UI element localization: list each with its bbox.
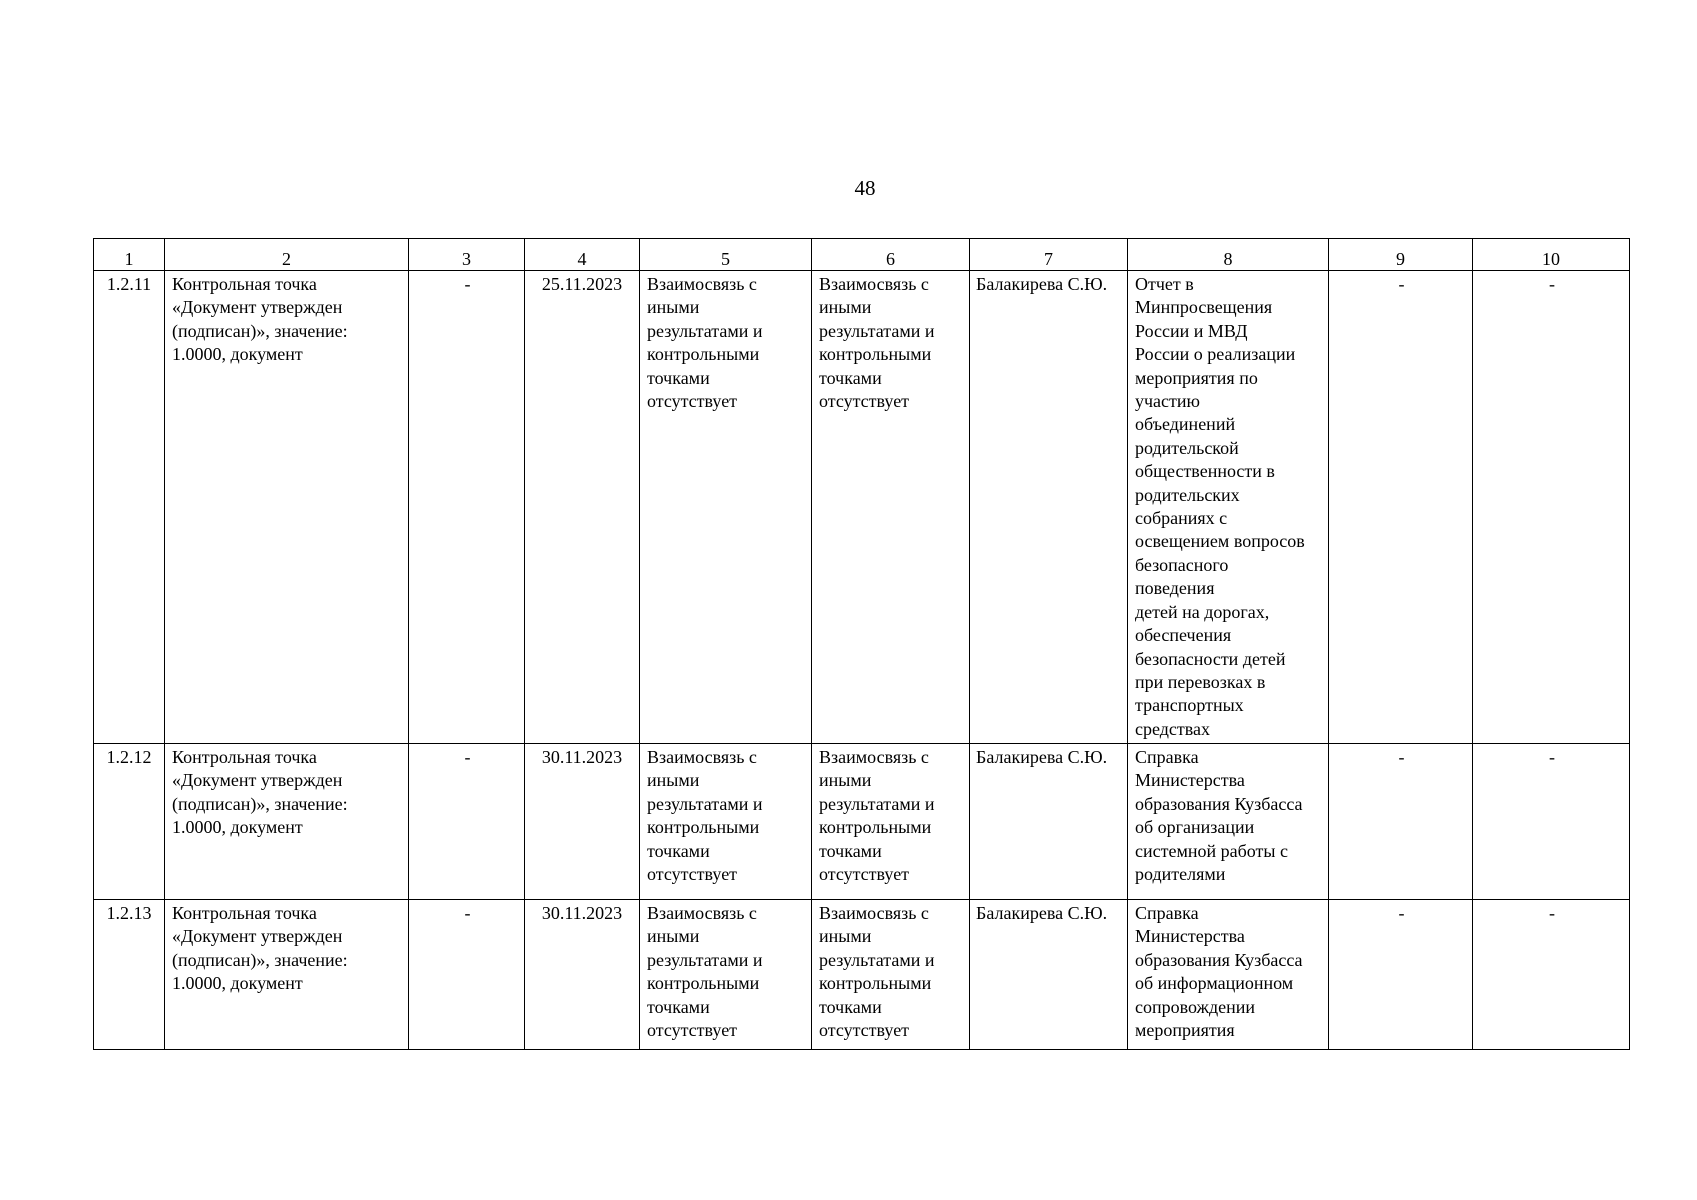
relation-cell: Взаимосвязь с иными результатами и контрольными точками отсутствует <box>812 744 970 900</box>
relation-cell: Взаимосвязь с иными результатами и контрольными точками отсутствует <box>640 271 812 744</box>
column-9-cell: - <box>1329 744 1473 900</box>
column-header: 2 <box>165 239 409 271</box>
control-points-table <box>93 238 1630 1050</box>
column-header: 9 <box>1329 239 1473 271</box>
column-9-cell: - <box>1329 900 1473 1050</box>
relation-cell: Взаимосвязь с иными результатами и контрольными точками отсутствует <box>640 744 812 900</box>
control-point-name-cell: Контрольная точка «Документ утвержден (подписан)», значение: 1.0000, документ <box>165 744 409 900</box>
page-number: 48 <box>854 176 876 200</box>
date-cell: 30.11.2023 <box>525 900 640 1050</box>
row-number-cell: 1.2.11 <box>94 271 165 744</box>
column-header: 5 <box>640 239 812 271</box>
control-point-name-cell: Контрольная точка «Документ утвержден (подписан)», значение: 1.0000, документ <box>165 900 409 1050</box>
date-cell: 25.11.2023 <box>525 271 640 744</box>
responsible-cell: Балакирева С.Ю. <box>970 900 1128 1050</box>
table-row <box>94 900 1630 1050</box>
column-header: 4 <box>525 239 640 271</box>
relation-cell: Взаимосвязь с иными результатами и контрольными точками отсутствует <box>812 900 970 1050</box>
column-header: 1 <box>94 239 165 271</box>
relation-cell: Взаимосвязь с иными результатами и контрольными точками отсутствует <box>640 900 812 1050</box>
column-header: 3 <box>409 239 525 271</box>
column-10-cell: - <box>1473 271 1630 744</box>
column-10-cell: - <box>1473 744 1630 900</box>
table-row <box>94 744 1630 900</box>
control-point-name-cell: Контрольная точка «Документ утвержден (подписан)», значение: 1.0000, документ <box>165 271 409 744</box>
table-header-row <box>94 239 1630 271</box>
responsible-cell: Балакирева С.Ю. <box>970 271 1128 744</box>
column-header: 8 <box>1128 239 1329 271</box>
column-3-cell: - <box>409 271 525 744</box>
column-3-cell: - <box>409 744 525 900</box>
table-row <box>94 271 1630 744</box>
column-10-cell: - <box>1473 900 1630 1050</box>
column-header: 7 <box>970 239 1128 271</box>
column-header: 6 <box>812 239 970 271</box>
document-cell: Справка Министерства образования Кузбасса об организации системной работы с родителями <box>1128 744 1329 900</box>
document-cell: Отчет в Минпросвещения России и МВД России о реализации мероприятия по участию объединений родительской общественности в родительских собраниях с освещением вопросов безопасного поведения детей на дорогах, обеспечения безопасности детей при перевозках в транспортных средствах <box>1128 271 1329 744</box>
column-header: 10 <box>1473 239 1630 271</box>
column-9-cell: - <box>1329 271 1473 744</box>
column-3-cell: - <box>409 900 525 1050</box>
row-number-cell: 1.2.13 <box>94 900 165 1050</box>
row-number-cell: 1.2.12 <box>94 744 165 900</box>
relation-cell: Взаимосвязь с иными результатами и контрольными точками отсутствует <box>812 271 970 744</box>
document-cell: Справка Министерства образования Кузбасса об информационном сопровождении мероприятия <box>1128 900 1329 1050</box>
date-cell: 30.11.2023 <box>525 744 640 900</box>
responsible-cell: Балакирева С.Ю. <box>970 744 1128 900</box>
